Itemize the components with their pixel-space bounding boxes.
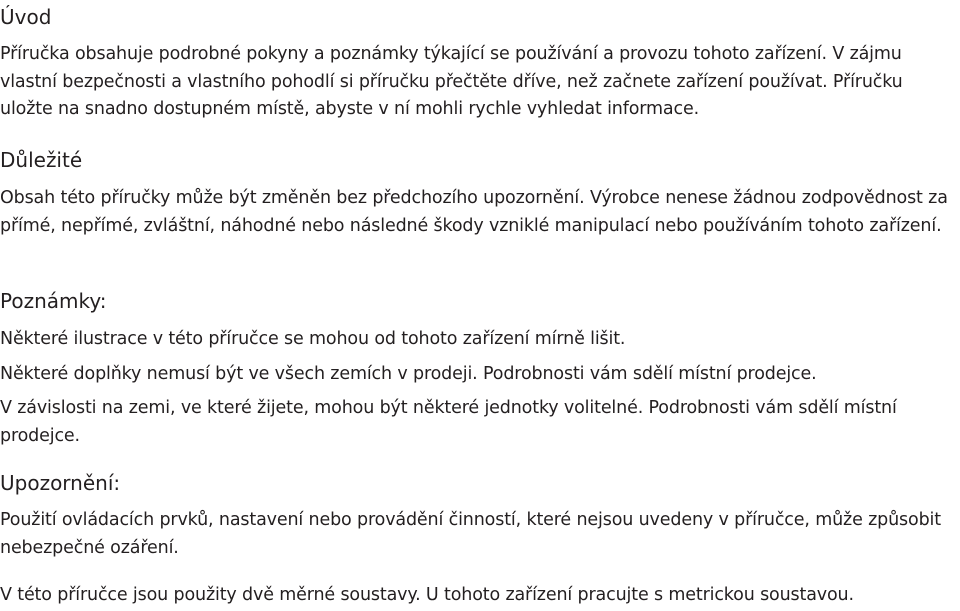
paragraph-upozorneni-1: Použití ovládacích prvků, nastavení nebo provádění činností, které nejsou uvedeny v příručce, může způsobit nebezpečné ozáření. [0,510,941,558]
paragraph-uvod: Příručka obsahuje podrobné pokyny a poznámky týkající se používání a provozu tohoto zařízení. V zájmu vlastní bezpečnosti a vlastního pohodlí si příručku přečtěte dříve, než začnete zařízení používat. Příručku uložte na snadno dostupném místě, abyste v ní mohli rychle vyhledat informace. [0,44,903,119]
paragraph-poznamky-1: Některé ilustrace v této příručce se mohou od tohoto zařízení mírně lišit. [0,329,626,349]
heading-uvod: Úvod [0,5,52,29]
heading-dulezite: Důležité [0,148,83,172]
paragraph-dulezite: Obsah této příručky může být změněn bez předchozího upozornění. Výrobce nenese žádnou zodpovědnost za přímé, nepřímé, zvláštní, náhodné nebo následné škody vzniklé manipulací nebo používáním tohoto zařízení. [0,188,948,236]
paragraph-upozorneni-2: V této příručce jsou použity dvě měrné soustavy. U tohoto zařízení pracujte s metrickou soustavou. [0,585,854,605]
paragraph-poznamky-3: V závislosti na zemi, ve které žijete, mohou být některé jednotky volitelné. Podrobnosti vám sdělí místní prodejce. [0,398,897,446]
paragraph-poznamky-2: Některé doplňky nemusí být ve všech zemích v prodeji. Podrobnosti vám sdělí místní prodejce. [0,364,817,384]
heading-poznamky: Poznámky: [0,289,107,313]
heading-upozorneni: Upozornění: [0,471,121,495]
